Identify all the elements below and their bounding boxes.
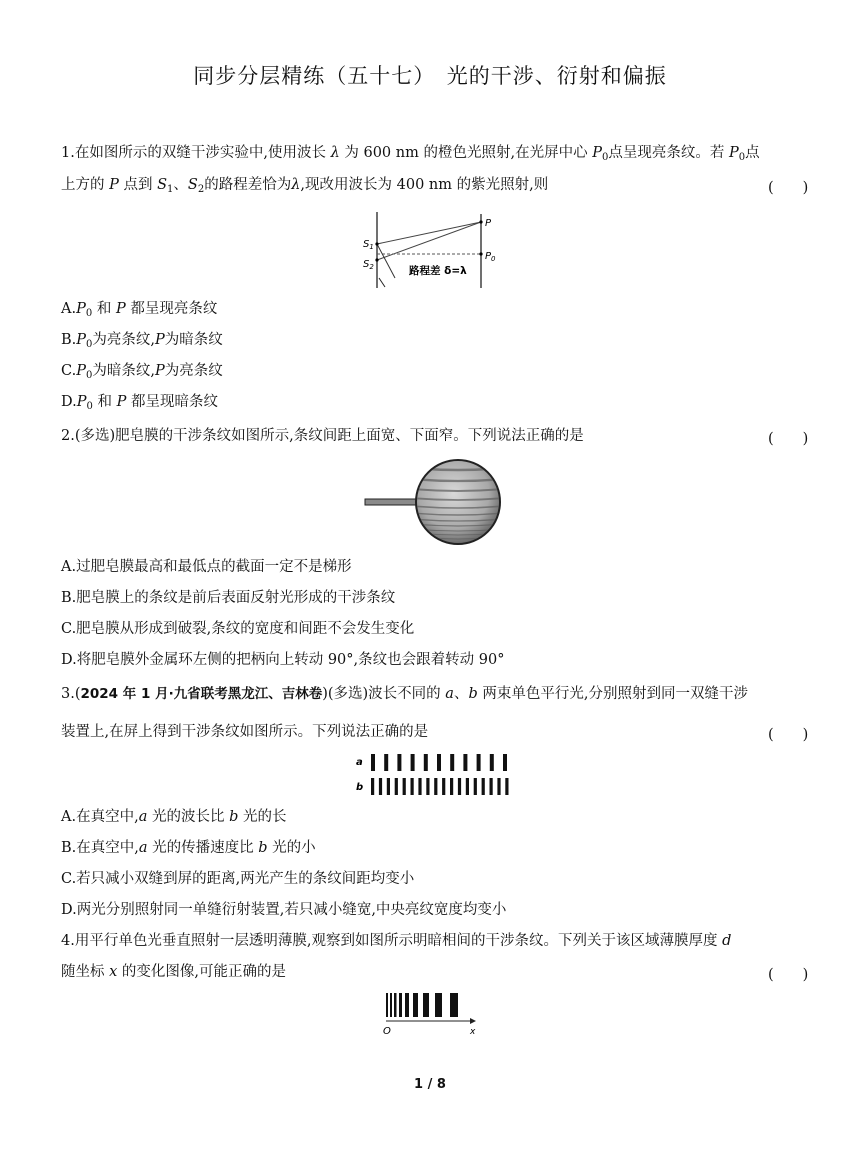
q2-option-d[interactable]: D.将肥皂膜外金属环左侧的把柄向上转动 90°,条纹也会跟着转动 90°	[61, 652, 505, 668]
fringe-b-bar	[450, 778, 453, 795]
path-diff-label: 路程差 δ=λ	[409, 265, 467, 277]
thin-film-fringe-bar	[399, 993, 402, 1017]
fringe-b-bar	[379, 778, 382, 795]
p0-label: $P_0$	[485, 251, 496, 263]
fringe-b-bar	[442, 778, 445, 795]
fringe-a-bar	[463, 754, 467, 771]
q1-option-a[interactable]: $A.P_0$ 和 P 都呈现亮条纹	[61, 301, 218, 319]
q3-answer-paren: ( )	[768, 727, 809, 743]
fringe-a-label: a	[356, 757, 363, 768]
fringe-a-bar	[411, 754, 415, 771]
q1-option-b[interactable]: $B.P_0$为亮条纹,P为暗条纹	[61, 332, 223, 350]
q1-option-d[interactable]: $D.P_0$ 和 P 都呈现暗条纹	[61, 394, 218, 412]
fringe-a-bar	[437, 754, 441, 771]
fringe-b-bar	[458, 778, 461, 795]
origin-label: O	[383, 1026, 391, 1037]
fringe-b-bar	[474, 778, 477, 795]
fringe-b-bar	[411, 778, 414, 795]
q2-option-a[interactable]: A.过肥皂膜最高和最低点的截面一定不是梯形	[61, 559, 352, 575]
fringe-b-bar	[403, 778, 406, 795]
fringe-b-bar	[434, 778, 437, 795]
fringe-b-bar	[490, 778, 493, 795]
q3-stem-line1: 3.(2024 年 1 月·九省联考黑龙江、吉林卷)(多选)波长不同的 a、b 两束单色平行光,分别照射到同一双缝干涉	[61, 686, 748, 702]
thin-film-fringe-bar	[413, 993, 418, 1017]
fringe-pattern-figure	[352, 750, 512, 800]
q3-source: 2024 年 1 月·九省联考黑龙江、吉林卷	[80, 686, 323, 702]
s2-label: $S_2$	[363, 259, 374, 271]
thin-film-fringe-bar	[390, 993, 392, 1017]
thin-film-fringe-bar	[405, 993, 409, 1017]
q3-option-d[interactable]: D.两光分别照射同一单缝衍射装置,若只减小缝宽,中央亮纹宽度均变小	[61, 902, 507, 918]
thin-film-fringe-bar	[386, 993, 388, 1017]
soap-film-figure	[362, 458, 502, 550]
fringe-a-bar	[371, 754, 375, 771]
fringe-b-bar	[497, 778, 500, 795]
q1-stem-line1: 1.在如图所示的双缝干涉实验中,使用波长 λ 为 600 nm 的橙色光照射,在光屏中心 $P_0$点呈现亮条纹。若 $P_0$点	[61, 145, 760, 163]
q3-option-c[interactable]: C.若只减小双缝到屏的距离,两光产生的条纹间距均变小	[61, 871, 415, 887]
q2-option-c[interactable]: C.肥皂膜从形成到破裂,条纹的宽度和间距不会发生变化	[61, 621, 415, 637]
s1-label: $S_1$	[363, 239, 374, 251]
q4-answer-paren: ( )	[768, 967, 809, 983]
q2-stem: 2.(多选)肥皂膜的干涉条纹如图所示,条纹间距上面宽、下面窄。下列说法正确的是	[61, 428, 584, 444]
q4-stem-line2: 随坐标 x 的变化图像,可能正确的是	[61, 964, 287, 980]
fringe-b-bar	[395, 778, 398, 795]
thin-film-fringes	[386, 993, 458, 1017]
fringe-b-bar	[426, 778, 429, 795]
fringe-b-bar	[466, 778, 469, 795]
q4-stem-line1: 4.用平行单色光垂直照射一层透明薄膜,观察到如图所示明暗相间的干涉条纹。下列关于该区域薄膜厚度 d	[61, 933, 732, 949]
q3-stem-line2: 装置上,在屏上得到干涉条纹如图所示。下列说法正确的是	[61, 724, 429, 740]
fringe-a-bar	[490, 754, 494, 771]
fringe-b-bar	[418, 778, 421, 795]
fringe-a-bar	[384, 754, 388, 771]
fringe-b-bar	[387, 778, 390, 795]
thin-film-fringe-bar	[435, 993, 442, 1017]
double-slit-figure	[355, 208, 515, 293]
q1-option-c[interactable]: $C.P_0$为暗条纹,P为亮条纹	[61, 363, 223, 381]
page-number: 1 / 8	[414, 1077, 446, 1092]
fringe-row-a	[371, 754, 507, 771]
p-label: P	[485, 218, 492, 229]
q2-answer-paren: ( )	[768, 431, 809, 447]
fringe-b-label: b	[356, 782, 364, 793]
fringe-b-bar	[482, 778, 485, 795]
q1-answer-paren: ( )	[768, 180, 809, 196]
x-axis-label: x	[470, 1027, 476, 1037]
fringe-a-bar	[397, 754, 401, 771]
q1-stem-line2: 上方的 P 点到 $S_1$、$S_2$的路程差恰为λ,现改用波长为 400 nm 的紫光照射,则	[61, 177, 549, 195]
fringe-row-b	[371, 778, 509, 795]
q3-option-b[interactable]: B.在真空中,a 光的传播速度比 b 光的小	[61, 840, 316, 856]
thin-film-fringe-figure	[380, 988, 480, 1038]
fringe-a-bar	[424, 754, 428, 771]
q3-option-a[interactable]: A.在真空中,a 光的波长比 b 光的长	[61, 809, 287, 825]
fringe-b-bar	[505, 778, 508, 795]
thin-film-fringe-bar	[394, 993, 397, 1017]
fringe-a-bar	[450, 754, 454, 771]
fringe-b-bar	[371, 778, 374, 795]
page-title: 同步分层精练（五十七） 光的干涉、衍射和偏振	[193, 64, 667, 88]
q2-option-b[interactable]: B.肥皂膜上的条纹是前后表面反射光形成的干涉条纹	[61, 590, 396, 606]
fringe-a-bar	[503, 754, 507, 771]
thin-film-fringe-bar	[450, 993, 458, 1017]
thin-film-fringe-bar	[423, 993, 429, 1017]
fringe-a-bar	[477, 754, 481, 771]
